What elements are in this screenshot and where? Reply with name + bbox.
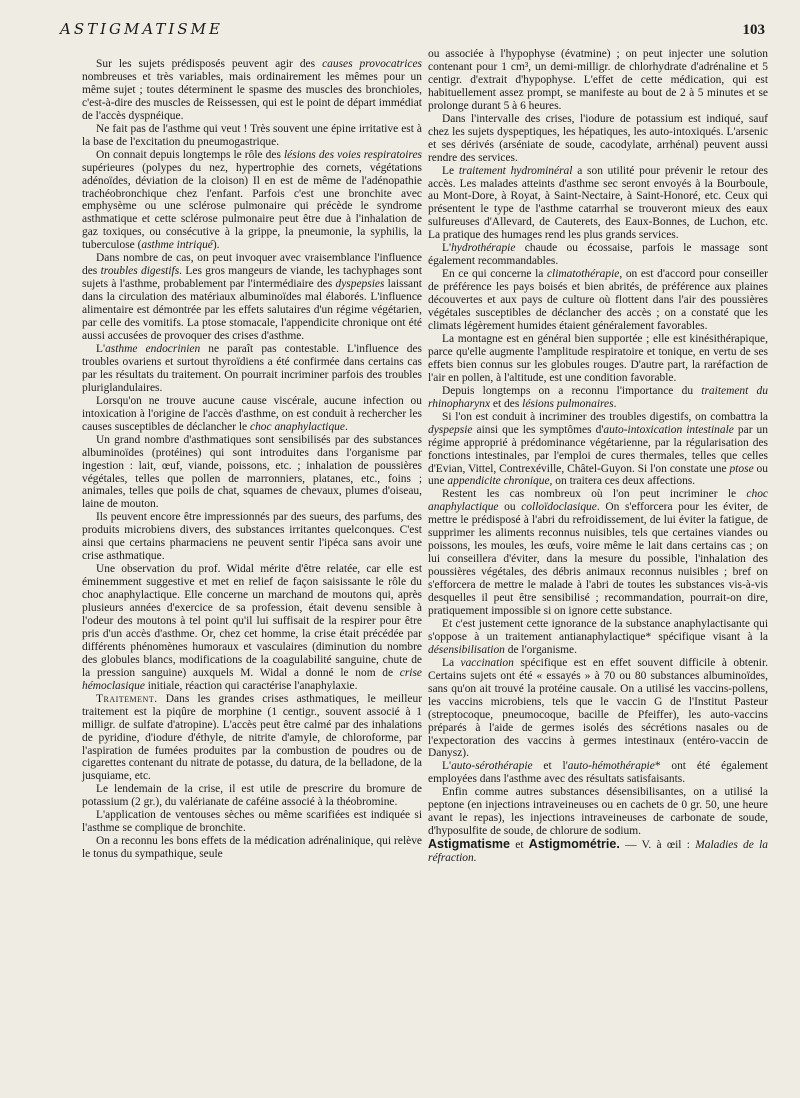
treatment-heading: Traitement. (96, 692, 158, 705)
paragraph: Dans l'intervalle des crises, l'iodure de potassium est indiqué, sauf chez les sujets dyspeptiques, les hépatiques, les auto-intoxiqués. L'arsenic et ses dérivés (arséniate de soude, cacodylate, arrhénal) peuvent aussi rendre des services. (428, 112, 768, 164)
entry-reference-target: Maladies de la réfraction. (428, 839, 769, 865)
running-header (60, 20, 765, 39)
dictionary-entry: Astigmatisme et Astigmométrie. — V. à œil : Maladies de la réfraction. (428, 837, 769, 865)
paragraph: Depuis longtemps on a reconnu l'importance du traitement du rhinopharynx et des lésions pulmonaires. (428, 384, 768, 410)
paragraph: Enfin comme autres substances désensibilisantes, on a utilisé la peptone (en injections intraveineuses ou en cachets de 0 gr. 50, une heure avant le repas), les injections intraveineuses de carbonate de soude, d'hyposulfite de soude, de chlorure de sodium. (428, 786, 768, 838)
paragraph: La vaccination spécifique est en effet souvent difficile à obtenir. Certains sujets ont été « essayés » à 70 ou 80 substances albuminoïdes, sans qu'on ait trouvé la protéine causale. On a utilisé les vaccins-pollens, les vaccins microbiens, tels que le vaccin G de l'Institut Pasteur (streptocoque, pneumocoque, bacille de Pfeiffer), les auto-vaccins préparés à l'aide de germes isolés des sécrétions nasales ou de l'expectoration des vaccins à germes intestinaux (entéro-vaccin de Danysz). (428, 656, 768, 760)
paragraph: En ce qui concerne la climatothérapie, on est d'accord pour conseiller de préférence les pays boisés et bien abrités, de préférence aux plaines découvertes et aux pays de culture où flottent dans l'air des poussières végétales susceptibles de déclancher des accès ; on a constaté que les climats légèrement humides étaient généralement favorables. (428, 268, 768, 333)
paragraph: Restent les cas nombreux où l'on peut incriminer le choc anaphylactique ou colloïdoclasique. On s'efforcera pour les éviter, de mettre le prédisposé à l'abri du refroidissement, de lui éviter la fatigue, de supprimer les aliments reconnus nuisibles, tels que certaines viandes ou poissons, les moules, les œufs, voire même le lait dans certains cas ; on lui conseillera d'éviter, dans la mesure du possible, l'inhalation des poussières végétales, des débris animaux reconnus nuisibles ; bref on s'efforcera de mettre le malade à l'abri de toutes les substances vis-à-vis desquelles il peut être sensibilisé ; recommandation, pourrait-on dire, pratiquement impossible si on ignore cette substance. (428, 488, 768, 617)
entry-headword-2: Astigmométrie. (528, 837, 620, 852)
entry-reference: — V. à œil : (619, 839, 690, 852)
paragraph: Ils peuvent encore être impressionnés par des sueurs, des parfums, des produits microbiens divers, des substances irritantes quelconques. C'est ainsi que certains pharmaciens ne peuvent sentir l'ipéca sans avoir une crise asthmatique. (82, 511, 422, 563)
paragraph: Lorsqu'on ne trouve aucune cause viscérale, aucune infection ou intoxication à l'origine de l'accès d'asthme, on est conduit à rechercher les causes susceptibles de déclancher le choc anaphylactique. (82, 394, 422, 433)
paragraph-treatment: Traitement. Dans les grandes crises asthmatiques, le meilleur traitement est la piqûre de morphine (1 centigr., souvent associé à 1 milligr. de sulfate d'atropine). L'accès peut être calmé par des inhalations de pyridine, d'iodure d'éthyle, de nitrite d'amyle, de chloroforme, par l'aspiration de fumées produites par la combustion de poudres ou de cigarettes contenant du nitrate de potasse, du datura, de la belladone, de la jusquiame, etc. (82, 692, 422, 783)
paragraph: La montagne est en général bien supportée ; elle est kinésithérapique, parce qu'elle augmente l'amplitude respiratoire et tonique, en vertu de ses effets bien connus sur les globules rouges. D'autre part, la raréfaction de l'air en pollen, à l'altitude, est une condition favorable. (428, 332, 768, 384)
paragraph: Et c'est justement cette ignorance de la substance anaphylactisante qui s'oppose à un traitement antianaphylactique* spécifique visant à la désensibilisation de l'organisme. (428, 617, 768, 656)
paragraph: Ne fait pas de l'asthme qui veut ! Très souvent une épine irritative est à la base de l'excitation du pneumogastrique. (82, 122, 422, 148)
right-column (428, 48, 768, 865)
paragraph: Sur les sujets prédisposés peuvent agir des causes provocatrices nombreuses et très variables, mais ordinairement les mêmes pour un même sujet ; toutes déterminent le spasme des muscles des bronchioles, c'est-à-dire des muscles de Reissessen, qui est le point de départ immédiat de l'accès dyspnéique. (82, 58, 422, 122)
paragraph: Si l'on est conduit à incriminer des troubles digestifs, on combattra la dyspepsie ainsi que les symptômes d'auto-intoxication intestinale par un régime approprié à prédominance végétarienne, par la régularisation des fonctions intestinales, par l'emploi de cures thermales, telles que celles d'Evian, Vittel, Contrexéville, Châtel-Guyon. Si l'on constate une ptose ou une appendicite chronique, on traitera ces deux affections. (428, 410, 768, 488)
paragraph: L'hydrothérapie chaude ou écossaise, parfois le massage sont également recommandables. (428, 242, 768, 268)
paragraph: ou associée à l'hypophyse (évatmine) ; on peut injecter une solution contenant pour 1 cm³, un demi-milligr. de chlorhydrate d'adrénaline et 5 centigr. d'extrait d'hypophyse. L'effet de cette médication, qui est habituellement assez prompt, se manifeste au bout de 2 à 5 minutes et se prolonge durant 5 à 6 heures. (428, 48, 768, 112)
paragraph: Un grand nombre d'asthmatiques sont sensibilisés par des substances albuminoïdes (protéines) qui sont introduites dans l'organisme par ingestion : lait, œuf, viande, poissons, etc. ; inhalation de poussières végétales, telles que pollen de marronniers, platanes, etc., foins ; animales, telles que poils de chat, squames de chevaux, plumes d'oiseau, laine de mouton. (82, 433, 422, 511)
paragraph: Une observation du prof. Widal mérite d'être relatée, car elle est éminemment suggestive et met en relief de façon saisissante le rôle du choc anaphylactique. Elle concerne un marchand de moutons qui, après plusieurs années d'exercice de sa profession, était devenu sensible à l'odeur des moutons à tel point qu'il lui suffisait de la respirer pour être pris d'un accès d'asthme. Or, chez cet homme, la crise était précédée par différents phénomènes humoraux et vasculaires (diminution du nombre des globules blancs, modifications de la coagulabilité sanguine, chute de la pression sanguine) auxquels M. Widal a donné le nom de crise hémoclasique initiale, réaction qui caractérise l'anaphylaxie. (82, 563, 422, 692)
paragraph: Dans nombre de cas, on peut invoquer avec vraisemblance l'influence des troubles digestifs. Les gros mangeurs de viande, les tachyphages sont sujets à l'asthme, probablement par l'intermédiaire des dyspepsies laissant dans la circulation des matériaux albuminoïdes mal élaborés. L'influence alimentaire est démontrée par les effets salutaires d'un régime végétarien, par celle des vomitifs. La ptose stomacale, l'appendicite chronique ont été aussi accusées de provoquer des crises d'asthme. (82, 252, 422, 343)
paragraph: L'application de ventouses sèches ou même scarifiées est indiquée si l'asthme se complique de bronchite. (82, 809, 422, 835)
running-title: ASTIGMATISME (60, 20, 223, 38)
paragraph: On a reconnu les bons effets de la médication adrénalinique, qui relève le tonus du sympathique, seule (82, 835, 422, 861)
page-number: 103 (742, 22, 765, 38)
paragraph: Le traitement hydrominéral a son utilité pour prévenir le retour des accès. Les malades atteints d'asthme sec seront envoyés à la Bourboule, au Mont-Dore, à Royat, à Saint-Nectaire, à Saint-Honoré, etc. Ceux qui présentent le type de l'asthme catarrhal se trouveront mieux des eaux sulfureuses d'Allevard, de Cauterets, des Eaux-Bonnes, de Luchon, etc. La pratique des humages rend les plus grands services. (428, 164, 768, 242)
paragraph: Le lendemain de la crise, il est utile de prescrire du bromure de potassium (2 gr.), du valérianate de caféine associé à la théobromine. (82, 783, 422, 809)
paragraph: L'asthme endocrinien ne paraît pas contestable. L'influence des troubles ovariens et surtout thyroïdiens a été confirmée dans certains cas par les résultats du traitement. On pourrait incriminer parfois des troubles pluriglandulaires. (82, 342, 422, 394)
paragraph: On connait depuis longtemps le rôle des lésions des voies respiratoires supérieures (polypes du nez, hypertrophie des cornets, végétations adénoïdes, déviation de la cloison) Il en est de même de l'adénopathie trachéobronchique chez l'enfant. Parfois c'est une bronchite avec emphysème ou une sclérose pulmonaire qui précède le syndrome asthmatique et cette sclérose pulmonaire peut être due à l'inhalation de gaz toxiques, ou consécutive à la grippe, la pneumonie, la syphilis, la tuberculose (asthme intriqué). (82, 148, 422, 252)
paragraph: L'auto-sérothérapie et l'auto-hémothérapie* ont été également employées dans l'asthme avec des résultats satisfaisants. (428, 760, 768, 786)
entry-headword: Astigmatisme (428, 837, 510, 852)
left-column (82, 58, 422, 861)
